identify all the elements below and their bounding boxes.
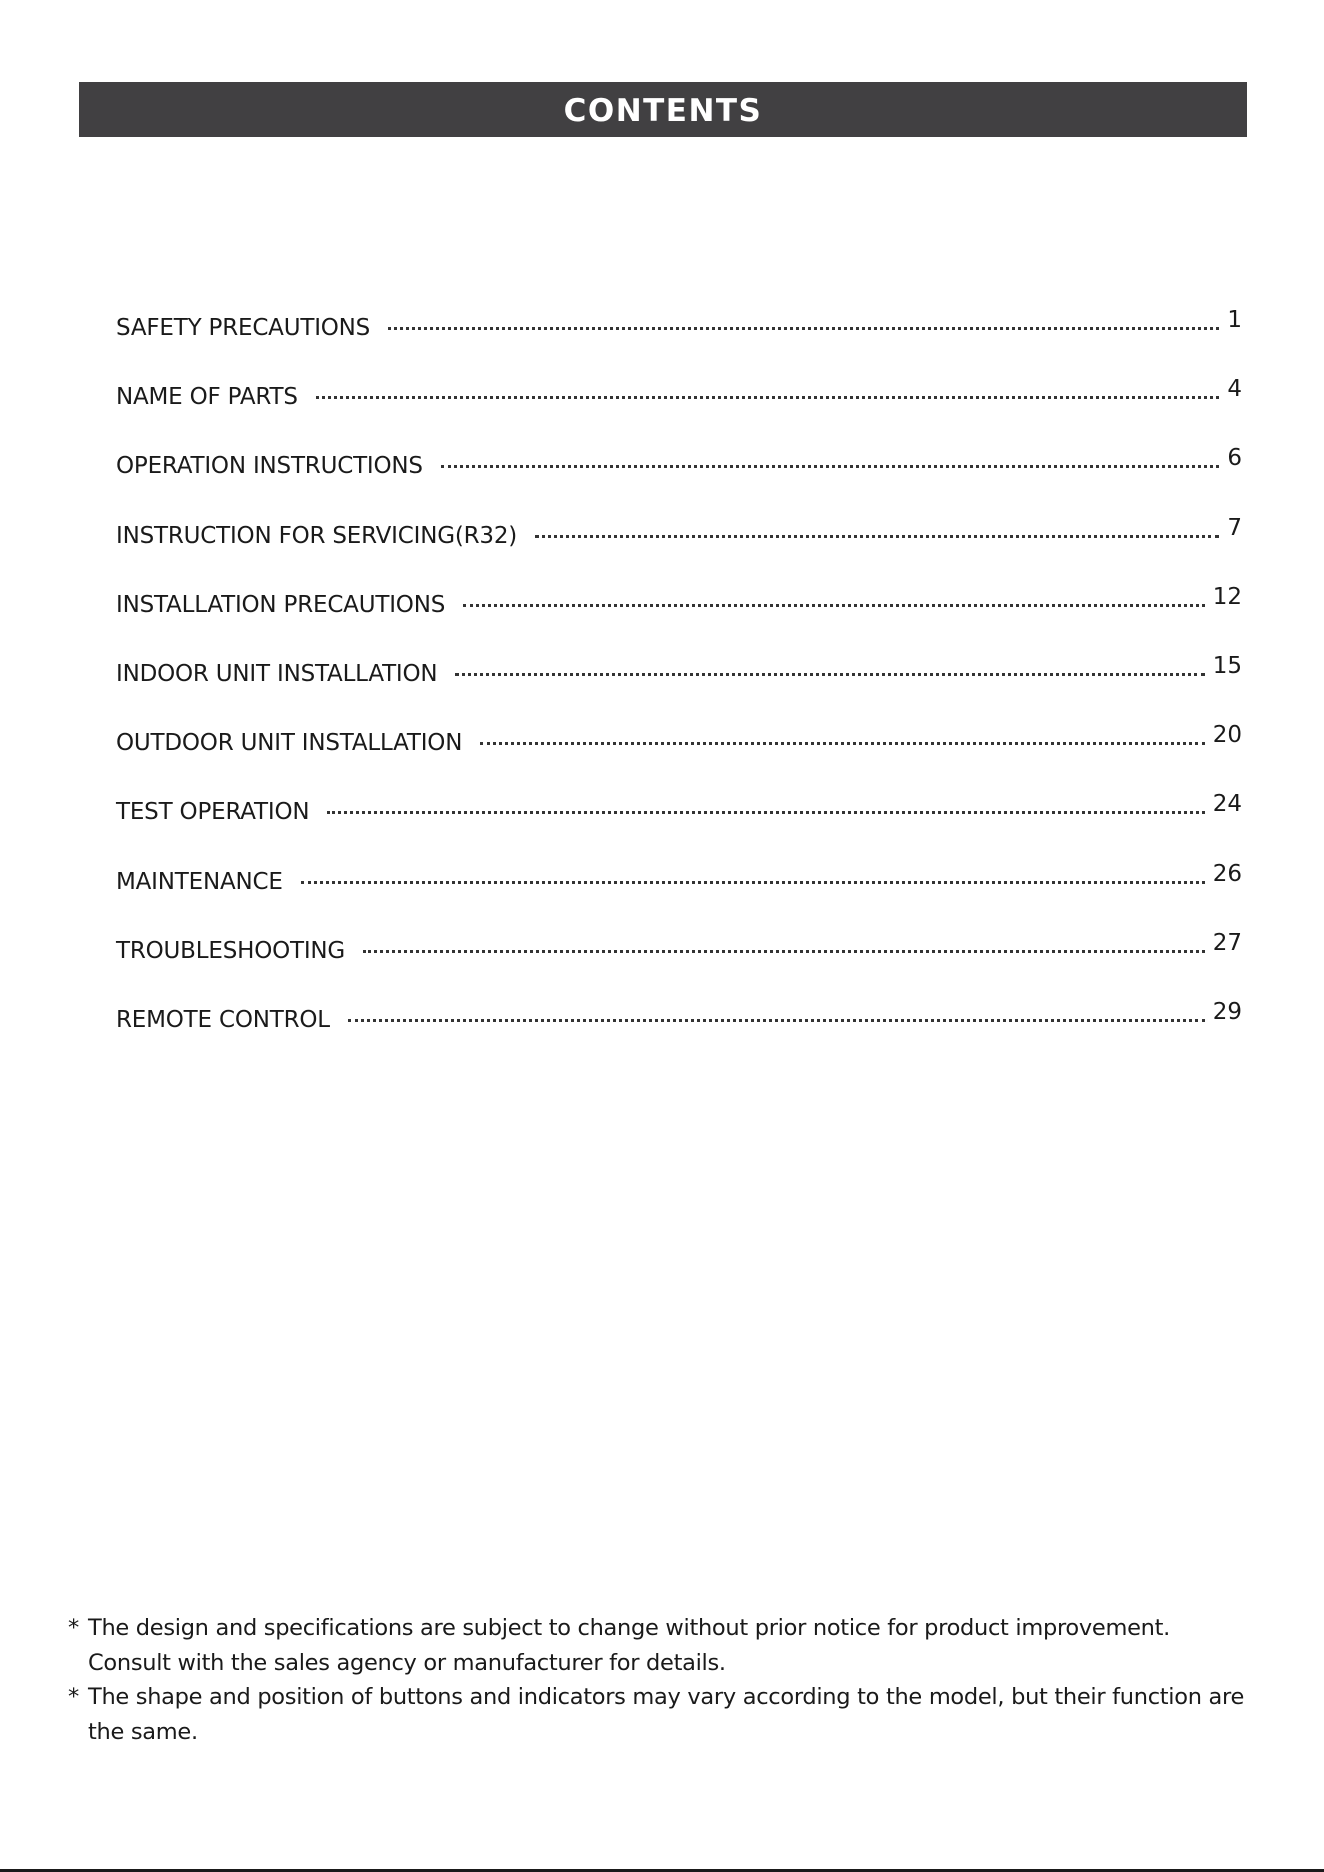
toc-item-operation-instructions[interactable]	[116, 445, 1242, 522]
toc-item-title: OPERATION INSTRUCTIONS	[116, 453, 423, 480]
toc-item-title: TEST OPERATION	[116, 799, 310, 826]
toc-item-title: SAFETY PRECAUTIONS	[116, 315, 371, 341]
toc-dot-leader	[301, 881, 1205, 884]
toc-item-instruction-for-servicing[interactable]	[116, 514, 1242, 592]
toc-dot-leader	[316, 396, 1220, 399]
footnote-design-specifications	[68, 1611, 1258, 1680]
toc-item-title: NAME OF PARTS	[116, 384, 298, 411]
toc-item-page: 15	[1212, 652, 1242, 679]
footnote-text: The shape and position of buttons and indicators may vary according to the model, but their function are the same.	[88, 1684, 1245, 1745]
toc-dot-leader	[480, 742, 1205, 745]
toc-item-outdoor-unit-installation[interactable]	[116, 722, 1242, 799]
toc-item-title: INDOOR UNIT INSTALLATION	[116, 660, 438, 687]
toc-item-title: INSTRUCTION FOR SERVICING(R32)	[116, 522, 518, 549]
toc-item-page: 6	[1227, 445, 1242, 472]
toc-item-title: TROUBLESHOOTING	[116, 937, 346, 964]
toc-item-page: 26	[1212, 860, 1242, 887]
toc-item-title: INSTALLATION PRECAUTIONS	[116, 591, 446, 618]
toc-dot-leader	[463, 604, 1205, 607]
contents-header-bar	[79, 82, 1247, 137]
toc-item-page: 27	[1212, 929, 1242, 956]
toc-item-title: REMOTE CONTROL	[116, 1006, 330, 1033]
toc-dot-leader	[363, 950, 1205, 953]
toc-item-installation-precautions[interactable]	[116, 583, 1242, 661]
toc-item-maintenance[interactable]	[116, 860, 1242, 938]
toc-item-troubleshooting[interactable]	[116, 929, 1242, 1007]
toc-dot-leader	[348, 1019, 1205, 1022]
footnotes	[68, 1611, 1258, 1749]
toc-item-page: 29	[1212, 998, 1242, 1025]
toc-item-page: 12	[1212, 583, 1242, 610]
toc-item-safety-precautions[interactable]	[116, 307, 1242, 384]
toc-item-page: 1	[1227, 307, 1242, 333]
toc-dot-leader	[455, 673, 1204, 676]
table-of-contents	[116, 307, 1242, 1076]
toc-item-test-operation[interactable]	[116, 791, 1242, 868]
toc-dot-leader	[388, 327, 1219, 330]
toc-item-page: 20	[1212, 722, 1242, 749]
toc-item-page: 4	[1227, 376, 1242, 403]
toc-item-indoor-unit-installation[interactable]	[116, 652, 1242, 730]
toc-item-page: 7	[1227, 514, 1242, 541]
page-title: CONTENTS	[563, 92, 763, 129]
toc-dot-leader	[535, 535, 1219, 538]
footnote-buttons-indicators	[68, 1680, 1258, 1749]
toc-item-title: MAINTENANCE	[116, 868, 283, 895]
toc-item-page: 24	[1212, 791, 1242, 818]
footnote-text: The design and specifications are subject to change without prior notice for product improvement. Consult with the sales agency or manufacturer for details.	[88, 1615, 1170, 1676]
toc-dot-leader	[441, 465, 1220, 468]
asterisk-bullet: *	[68, 1615, 79, 1641]
toc-item-title: OUTDOOR UNIT INSTALLATION	[116, 730, 463, 757]
toc-item-remote-control[interactable]	[116, 998, 1242, 1076]
toc-dot-leader	[327, 811, 1204, 814]
toc-item-name-of-parts[interactable]	[116, 376, 1242, 453]
asterisk-bullet: *	[68, 1684, 79, 1710]
